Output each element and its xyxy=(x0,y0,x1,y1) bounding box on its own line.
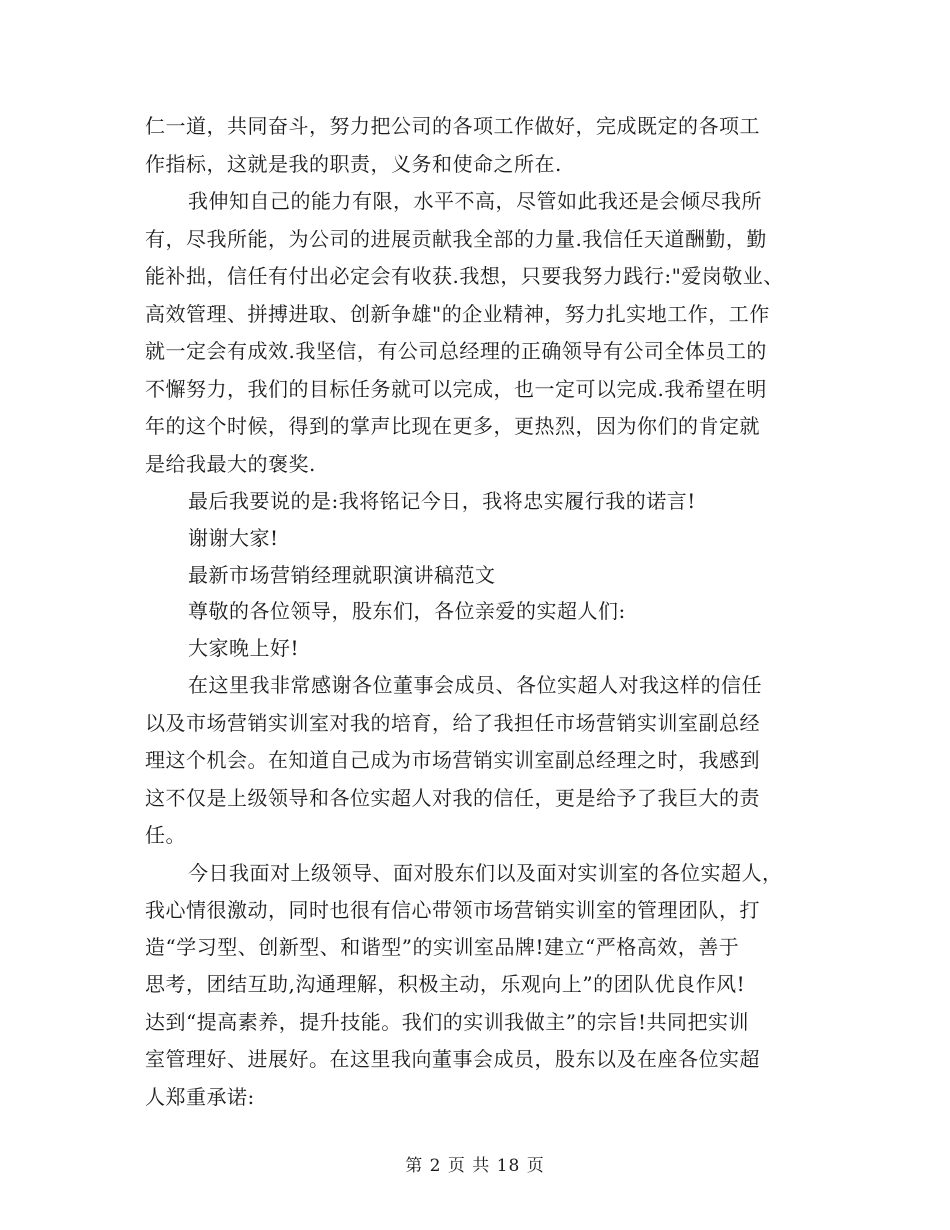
text-line: 达到“提高素养，提升技能。我们的实训我做主”的宗旨!共同把实训 xyxy=(145,1010,749,1034)
text-line: 就一定会有成效.我坚信，有公司总经理的正确领导有公司全体员工的 xyxy=(145,339,767,363)
section-heading: 最新市场营销经理就职演讲稿范文 xyxy=(188,563,496,587)
text-line: 能补拙，信任有付出必定会有收获.我想，只要我努力践行:"爱岗敬业、 xyxy=(145,264,784,288)
page-number-footer: 第 2 页 共 18 页 xyxy=(405,1156,545,1176)
text-line: 大家晚上好! xyxy=(188,636,300,660)
text-line: 作指标，这就是我的职责，义务和使命之所在. xyxy=(145,152,562,176)
text-line: 这不仅是上级领导和各位实超人对我的信任，更是给予了我巨大的责 xyxy=(145,786,760,810)
text-line: 以及市场营销实训室对我的培育，给了我担任市场营销实训室副总经 xyxy=(145,711,760,735)
text-line: 理这个机会。在知道自己成为市场营销实训室副总经理之时，我感到 xyxy=(145,748,760,772)
text-line: 尊敬的各位领导，股东们，各位亲爱的实超人们: xyxy=(188,599,626,623)
text-line: 高效管理、拼搏进取、创新争雄"的企业精神，努力扎实地工作，工作 xyxy=(145,302,770,326)
text-line: 我心情很激动，同时也很有信心带领市场营销实训室的管理团队，打 xyxy=(145,898,760,922)
text-line: 今日我面对上级领导、面对股东们以及面对实训室的各位实超人， xyxy=(188,861,783,885)
text-line: 不懈努力，我们的目标任务就可以完成，也一定可以完成.我希望在明 xyxy=(145,377,767,401)
text-line: 谢谢大家! xyxy=(188,526,279,550)
text-line: 有，尽我所能，为公司的进展贡献我全部的力量.我信任天道酬勤，勤 xyxy=(145,227,767,251)
text-line: 年的这个时候，得到的掌声比现在更多，更热烈，因为你们的肯定就 xyxy=(145,414,760,438)
text-line: 在这里我非常感谢各位董事会成员、各位实超人对我这样的信任 xyxy=(188,673,762,697)
text-line: 我伸知自己的能力有限，水平不高，尽管如此我还是会倾尽我所 xyxy=(188,189,762,213)
text-line: 是给我最大的褒奖. xyxy=(145,452,316,476)
text-line: 室管理好、进展好。在这里我向董事会成员，股东以及在座各位实超 xyxy=(145,1047,760,1071)
text-line: 仁一道，共同奋斗，努力把公司的各项工作做好，完成既定的各项工 xyxy=(145,114,760,138)
text-line: 任。 xyxy=(145,823,186,847)
text-line: 造“学习型、创新型、和谐型”的实训室品牌!建立“严格高效，善于 xyxy=(145,935,740,959)
text-line: 最后我要说的是:我将铭记今日，我将忠实履行我的诺言! xyxy=(188,489,696,513)
text-line: 人郑重承诺: xyxy=(145,1085,255,1109)
text-line: 思考，团结互助,沟通理解，积极主动，乐观向上”的团队优良作风! xyxy=(145,972,746,996)
